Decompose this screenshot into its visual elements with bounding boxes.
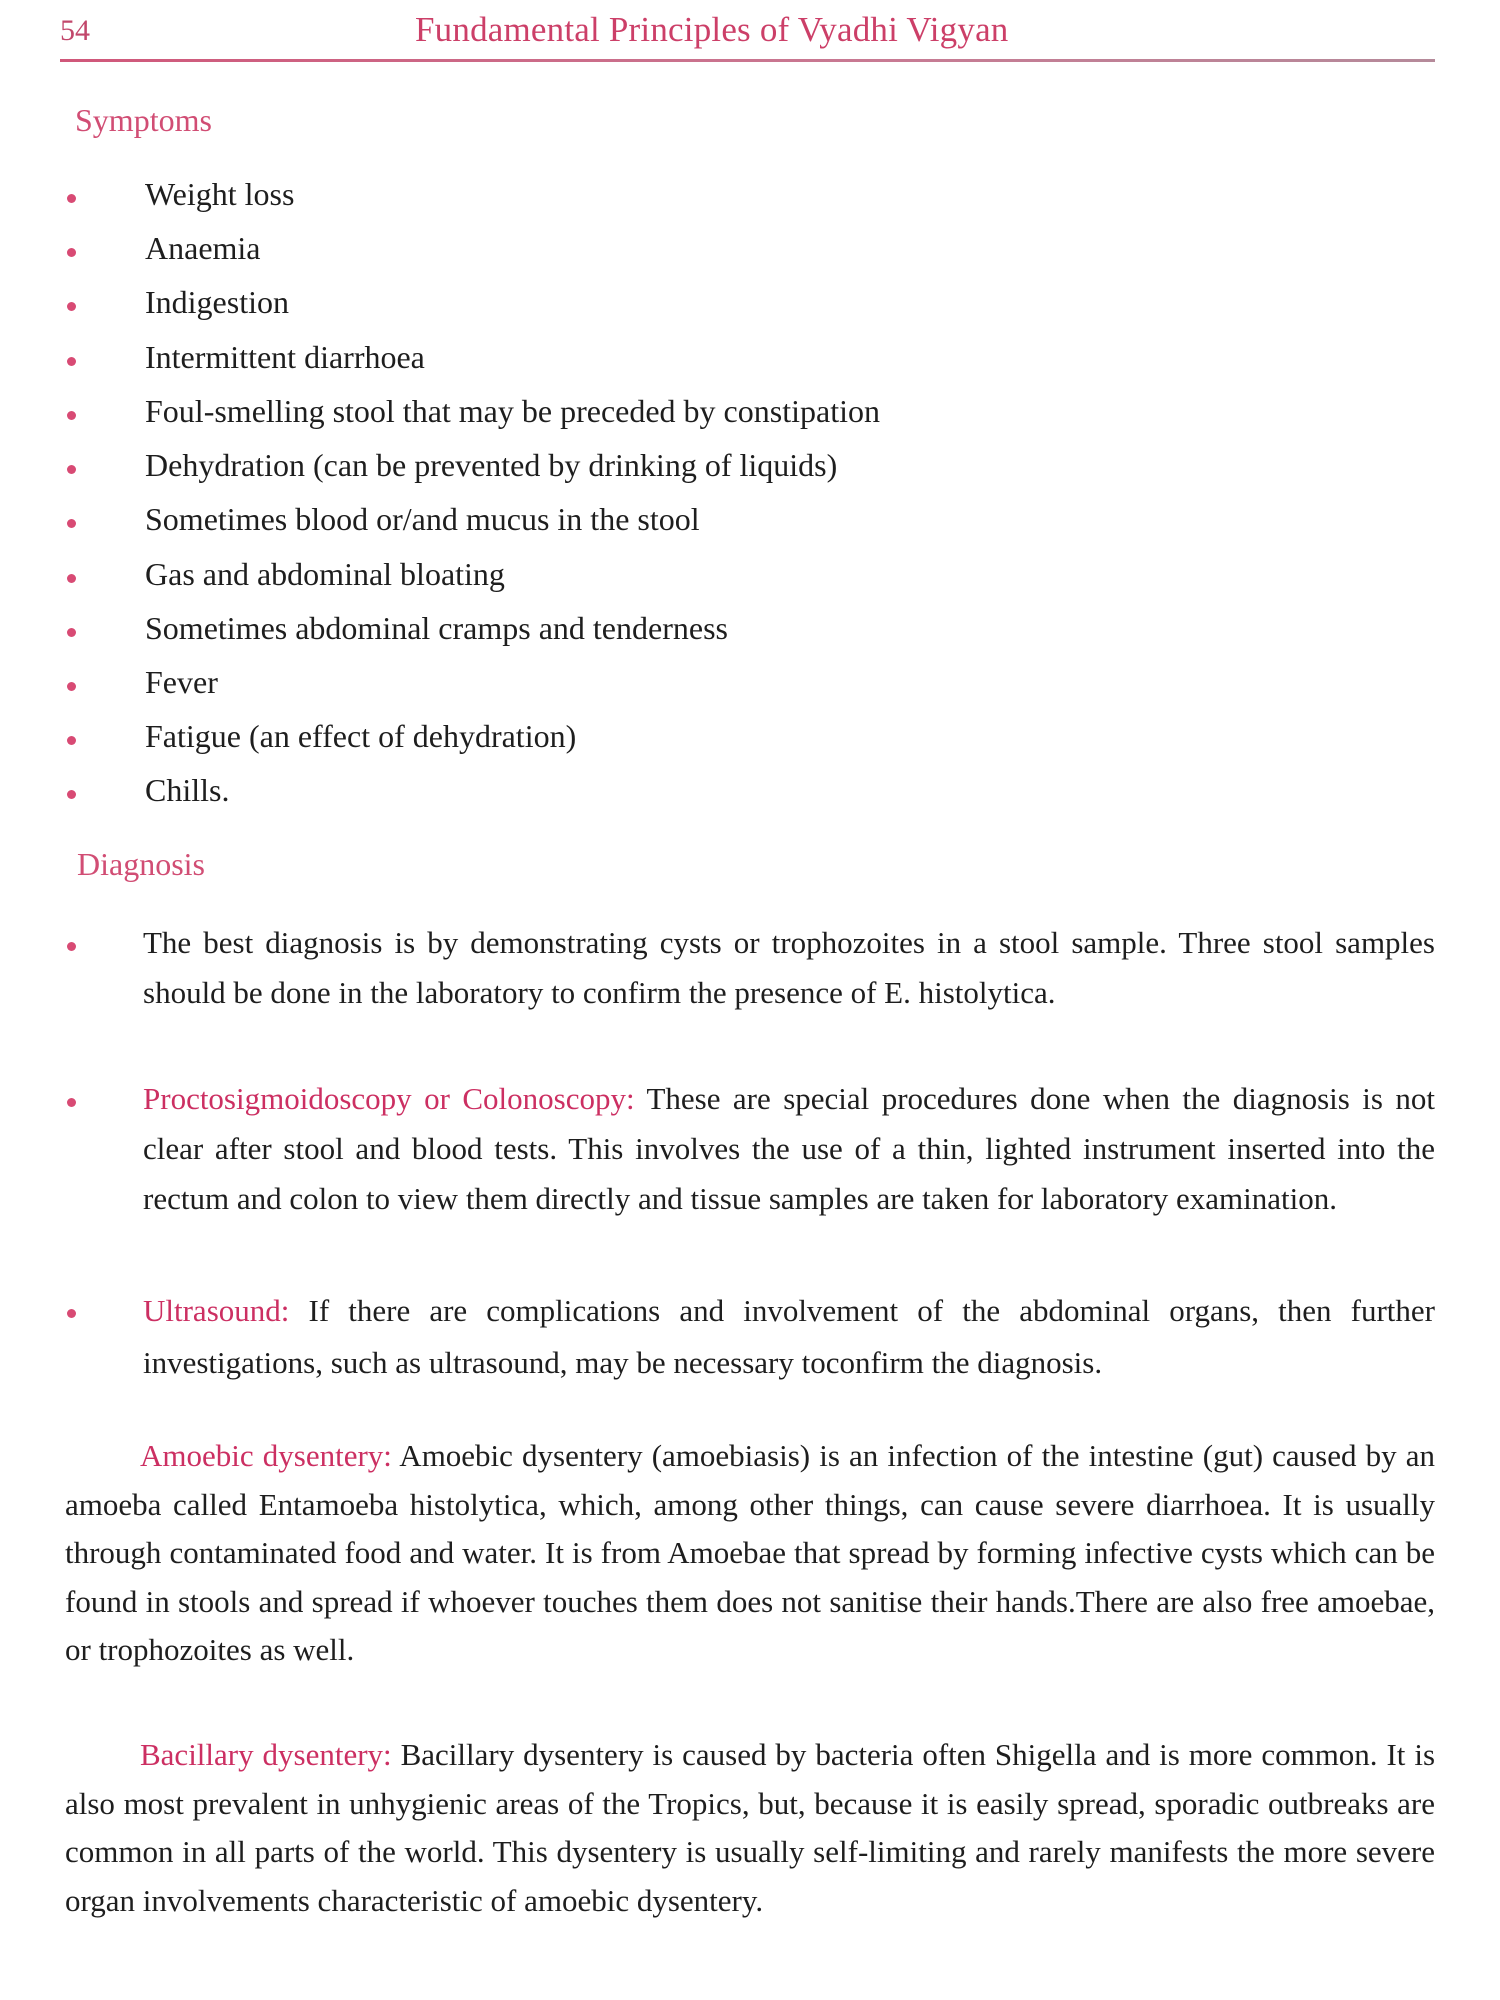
list-item-text: [143, 1074, 1435, 1224]
list-item-text: Weight loss: [145, 176, 295, 212]
list-item-text: Foul-smelling stool that may be preceded by constipation: [145, 393, 880, 429]
bullet-icon: [67, 465, 76, 474]
bullet-icon: [67, 628, 76, 637]
bullet-icon: [67, 302, 76, 311]
page-header: [60, 0, 1435, 64]
paragraph-lead: Amoebic dysentery:: [140, 1438, 392, 1473]
list-item: [60, 389, 1260, 443]
item-body: These are special procedures done when the diagnosis is not clear after stool and blood tests. This involves the use of a thin, lighted instrument inserted into the rectum and colon to view them directly and tissue samples are taken for laboratory examination.: [143, 1081, 1435, 1216]
diagnosis-heading: Diagnosis: [77, 846, 205, 882]
list-item-text: Sometimes abdominal cramps and tenderness: [145, 610, 728, 646]
list-item: [60, 443, 1260, 497]
list-item-text: Gas and abdominal bloating: [145, 556, 505, 592]
bullet-icon: [67, 1309, 76, 1318]
bullet-icon: [67, 942, 76, 951]
bullet-icon: [67, 248, 76, 257]
list-item-text: Indigestion: [145, 284, 289, 320]
list-item-text: [143, 918, 1435, 1018]
bullet-icon: [67, 194, 76, 203]
list-item: [60, 172, 1260, 226]
paragraph-body: Bacillary dysentery is caused by bacteria often Shigella and is more common. It is also most prevalent in unhygienic areas of the Tropics, but, because it is easily spread, sporadic outbreaks are common in all parts of the world. This dysentery is usually self-limiting and rarely manifests the more severe organ involvements characteristic of amoebic dysentery.: [65, 1737, 1436, 1918]
item-body: If there are complications and involvement of the abdominal organs, then further investigations, such as ultrasound, may be necessary toconfirm the diagnosis.: [143, 1293, 1435, 1380]
list-item-text: Fatigue (an effect of dehydration): [145, 718, 577, 754]
list-item: [60, 335, 1260, 389]
list-item: [60, 226, 1260, 280]
list-item-text: Anaemia: [145, 230, 261, 266]
list-item-text: Chills.: [145, 772, 230, 808]
bacillary-dysentery-paragraph: [65, 1731, 1435, 1925]
item-body: The best diagnosis is by demonstrating cysts or trophozoites in a stool sample. Three stool samples should be done in the laboratory to confirm the presence of E. histolytica.: [143, 925, 1435, 1010]
amoebic-dysentery-paragraph: [65, 1432, 1435, 1675]
header-divider: [60, 59, 1435, 62]
item-lead: Proctosigmoidoscopy or Colonoscopy:: [143, 1081, 635, 1116]
symptoms-heading: Symptoms: [75, 102, 212, 138]
paragraph-lead: Bacillary dysentery:: [140, 1737, 392, 1772]
list-item: [60, 280, 1260, 334]
bullet-icon: [67, 519, 76, 528]
running-title: Fundamental Principles of Vyadhi Vigyan: [415, 10, 1009, 49]
bullet-icon: [67, 574, 76, 583]
list-item-text: Fever: [145, 664, 218, 700]
paragraph-body: Amoebic dysentery (amoebiasis) is an infection of the intestine (gut) caused by an amoeba called Entamoeba histolytica, which, among other things, can cause severe diarrhoea. It is usually through contaminated food and water. It is from Amoebae that spread by forming infective cysts which can be found in stools and spread if whoever touches them does not sanitise their hands.There are also free amoebae, or trophozoites as well.: [65, 1438, 1435, 1667]
bullet-icon: [67, 1098, 76, 1107]
list-item-text: Sometimes blood or/and mucus in the stool: [145, 501, 700, 537]
list-item: [60, 660, 1260, 714]
list-item: [60, 606, 1260, 660]
item-lead: Ultrasound:: [143, 1293, 290, 1328]
list-item-text: [143, 1285, 1435, 1389]
list-item-text: Intermittent diarrhoea: [145, 339, 425, 375]
list-item-text: Dehydration (can be prevented by drinking of liquids): [145, 447, 838, 483]
list-item: [60, 714, 1260, 768]
bullet-icon: [67, 682, 76, 691]
list-item: [60, 552, 1260, 606]
list-item: [60, 497, 1260, 551]
bullet-icon: [67, 736, 76, 745]
list-item: [60, 768, 1260, 822]
page-number: 54: [60, 14, 90, 47]
bullet-icon: [67, 790, 76, 799]
bullet-icon: [67, 357, 76, 366]
bullet-icon: [67, 411, 76, 420]
